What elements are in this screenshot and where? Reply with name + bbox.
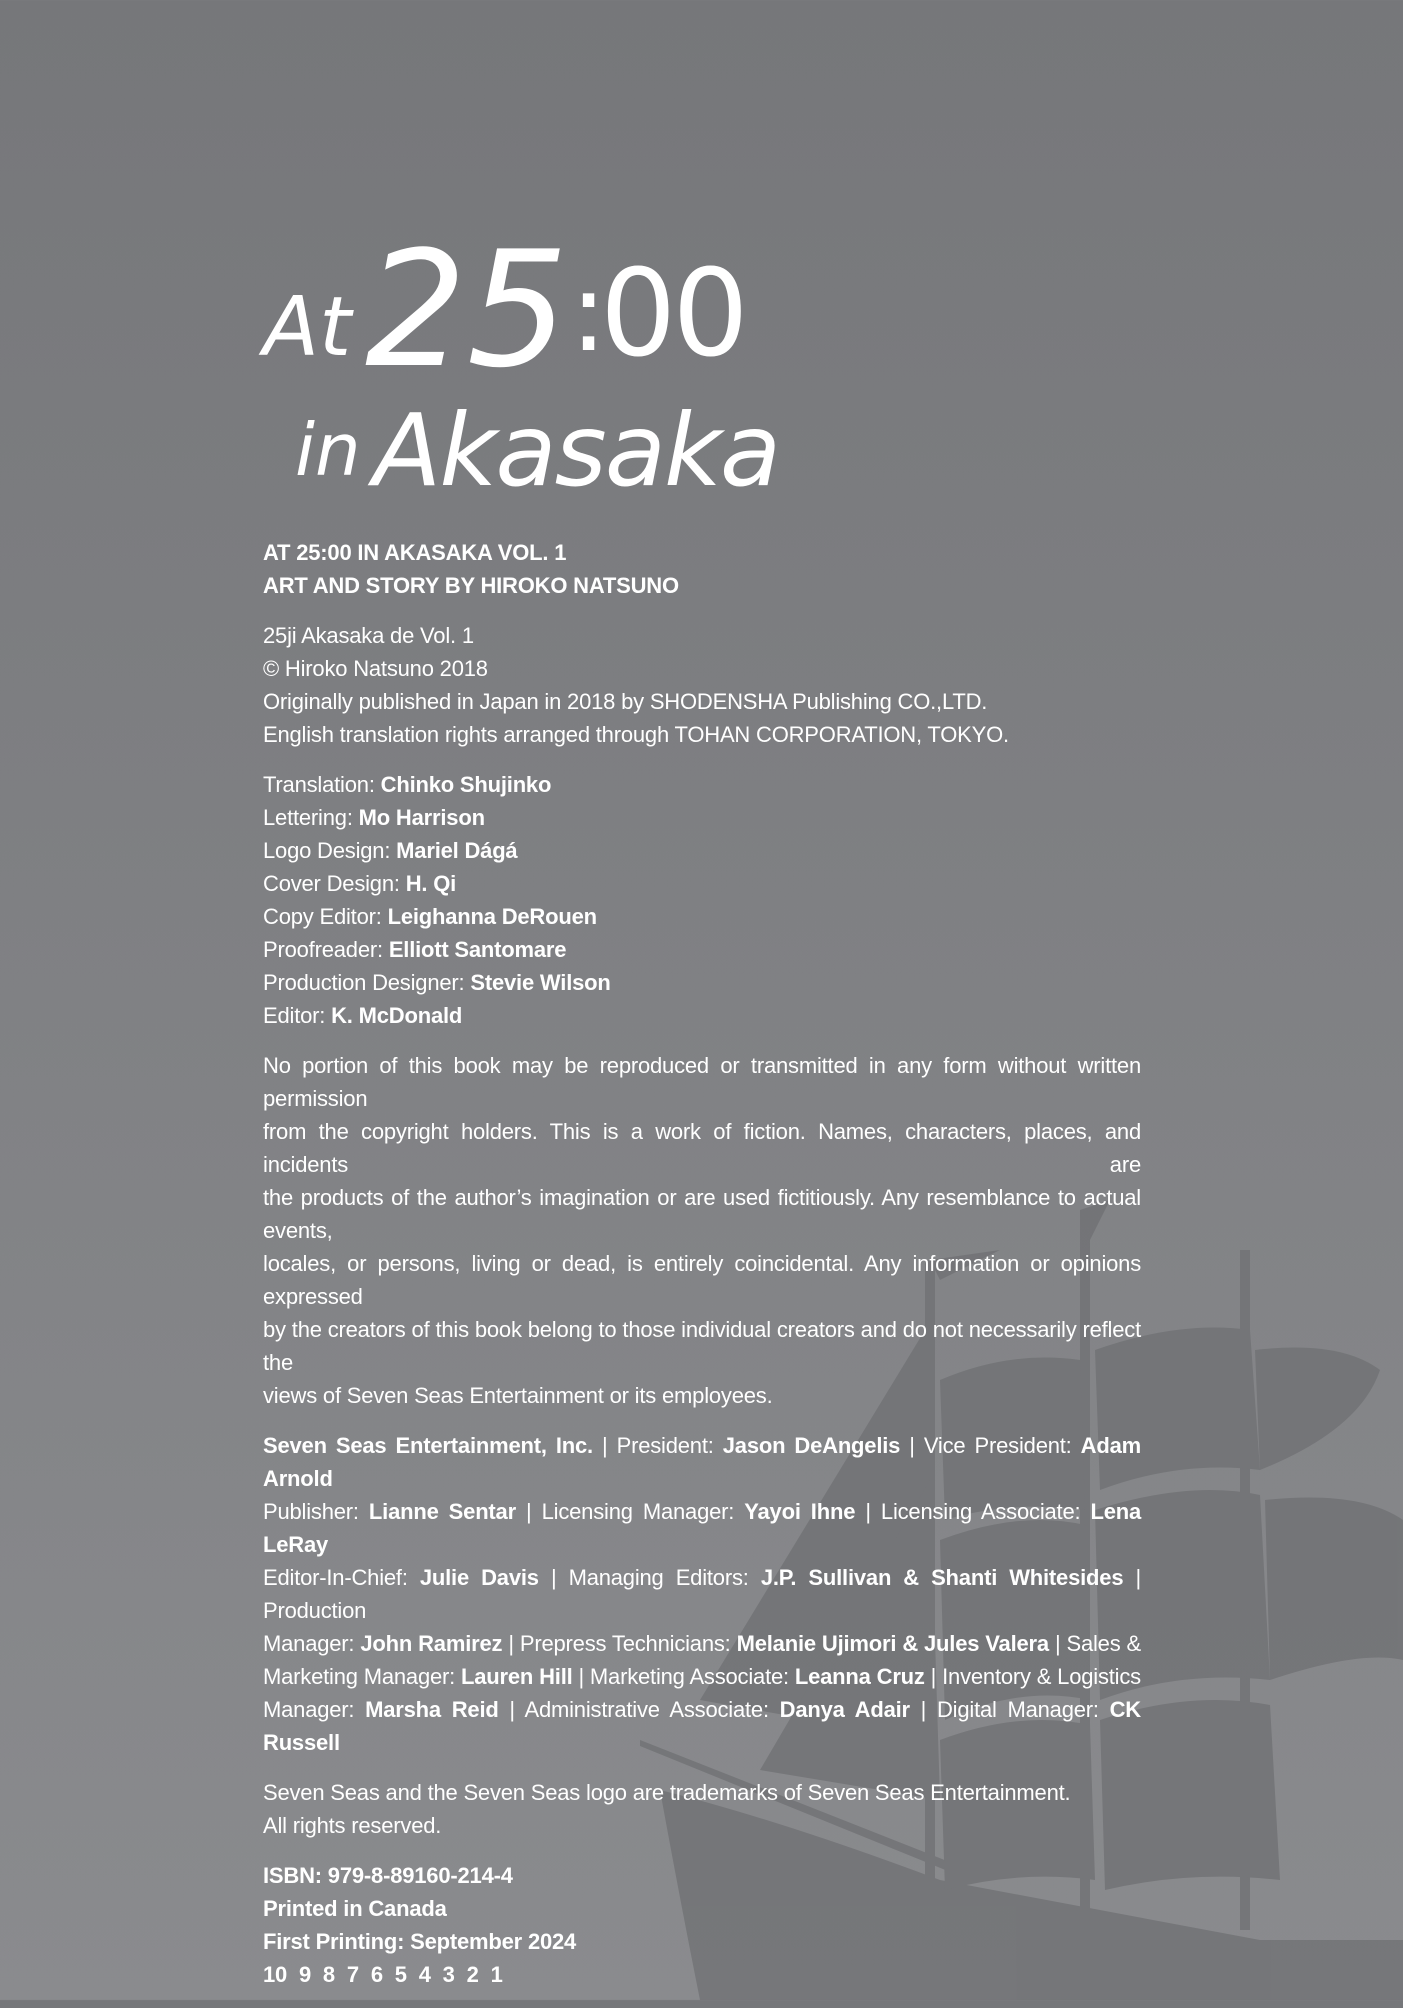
- logo-zeros: 00: [600, 245, 745, 384]
- staff-line: Manager: John Ramirez | Prepress Technicians: Melanie Ujimori & Jules Valera | Sales &: [263, 1631, 1142, 1656]
- staff-line: Publisher: Lianne Sentar | Licensing Manager: Yayoi Ihne | Licensing Associate: Lena LeRay: [263, 1499, 1142, 1557]
- staff-block: [263, 1429, 1141, 1759]
- credit-line: Cover Design: H. Qi: [263, 871, 457, 896]
- copyright-content: [263, 536, 1141, 2008]
- trademark-block: [263, 1776, 1141, 1842]
- disclaimer-line: locales, or persons, living or dead, is entirely coincidental. Any information or opinions expressed: [263, 1251, 1141, 1309]
- staff-line: Seven Seas Entertainment, Inc. | President: Jason DeAngelis | Vice President: Adam Arnold: [263, 1433, 1141, 1491]
- credit-line: Lettering: Mo Harrison: [263, 805, 485, 830]
- printing-block: [263, 1859, 1141, 1991]
- title-block: [263, 536, 1141, 602]
- title-logo: [255, 215, 815, 515]
- staff-line: Marketing Manager: Lauren Hill | Marketing Associate: Leanna Cruz | Inventory & Logistics: [263, 1664, 1141, 1689]
- trademark-notice: Seven Seas and the Seven Seas logo are trademarks of Seven Seas Entertainment.: [263, 1780, 1071, 1805]
- credit-line: Copy Editor: Leighanna DeRouen: [263, 904, 597, 929]
- original-publisher: Originally published in Japan in 2018 by SHODENSHA Publishing CO.,LTD.: [263, 689, 988, 714]
- book-title: AT 25:00 IN AKASAKA VOL. 1: [263, 540, 567, 565]
- disclaimer-line: No portion of this book may be reproduced or transmitted in any form without written permission: [263, 1053, 1141, 1111]
- credit-line: Editor: K. McDonald: [263, 1003, 463, 1028]
- printing-numbers: 10 9 8 7 6 5 4 3 2 1: [263, 1962, 503, 1987]
- staff-line: Manager: Marsha Reid | Administrative Associate: Danya Adair | Digital Manager: CK Russell: [263, 1697, 1141, 1755]
- translation-rights: English translation rights arranged through TOHAN CORPORATION, TOKYO.: [263, 722, 1009, 747]
- first-printing: First Printing: September 2024: [263, 1929, 577, 1954]
- disclaimer-block: [263, 1049, 1141, 1412]
- credits-block: [263, 768, 1141, 1032]
- book-byline: ART AND STORY BY HIROKO NATSUNO: [263, 573, 679, 598]
- logo-word-in: in: [295, 408, 361, 492]
- credit-line: Translation: Chinko Shujinko: [263, 772, 552, 797]
- copyright-notice: © Hiroko Natsuno 2018: [263, 656, 488, 681]
- staff-line: Editor-In-Chief: Julie Davis | Managing Editors: J.P. Sullivan & Shanti Whitesides | Production: [263, 1565, 1141, 1623]
- disclaimer-line: views of Seven Seas Entertainment or its employees.: [263, 1383, 773, 1408]
- logo-colon: :: [570, 248, 608, 376]
- logo-number: 25: [365, 216, 569, 403]
- original-publication-block: [263, 619, 1141, 751]
- disclaimer-line: the products of the author’s imagination or are used fictitiously. Any resemblance to actual events,: [263, 1185, 1141, 1243]
- credit-line: Logo Design: Mariel Dágá: [263, 838, 518, 863]
- credit-line: Proofreader: Elliott Santomare: [263, 937, 567, 962]
- credit-line: Production Designer: Stevie Wilson: [263, 970, 611, 995]
- logo-place: Akasaka: [373, 392, 780, 509]
- disclaimer-line: by the creators of this book belong to those individual creators and do not necessarily reflect the: [263, 1317, 1141, 1375]
- original-title: 25ji Akasaka de Vol. 1: [263, 623, 474, 648]
- disclaimer-line: from the copyright holders. This is a work of fiction. Names, characters, places, and incidents are: [263, 1119, 1141, 1177]
- isbn: ISBN: 979-8-89160-214-4: [263, 1863, 513, 1888]
- logo-word-at: At: [263, 280, 352, 375]
- printed-location: Printed in Canada: [263, 1896, 447, 1921]
- rights-reserved: All rights reserved.: [263, 1813, 442, 1838]
